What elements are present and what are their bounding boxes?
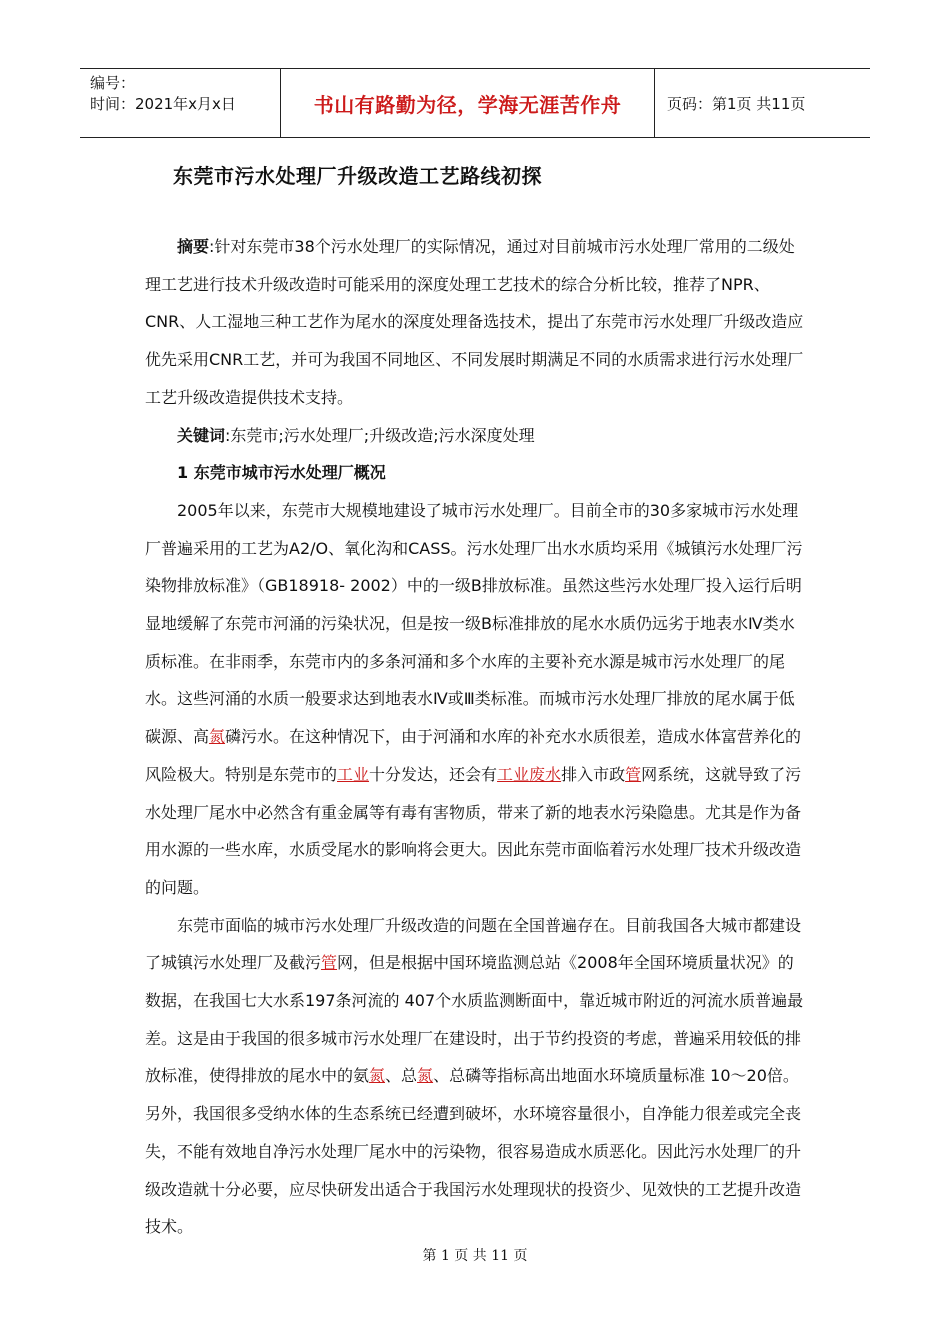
text-run: 磷污水。在这种情况下，由于河涌和水库的补充水水质很差，造成水体富营养化的风险极大。特别是东莞市的 xyxy=(145,727,802,784)
body-paragraph-1 xyxy=(145,492,805,907)
header-motto: 书山有路勤为径，学海无涯苦作舟 xyxy=(280,69,655,137)
document-title: 东莞市污水处理厂升级改造工艺路线初探 xyxy=(173,164,542,188)
abstract-paragraph xyxy=(145,228,805,417)
hyperlink-guan[interactable]: 管 xyxy=(321,953,338,973)
document-body xyxy=(145,228,805,1246)
text-run: 东莞市面临的城市污水处理厂升级改造的问题在全国普遍存在。目前我国各大城市都建设了城镇污水处理厂及截污 xyxy=(145,915,802,973)
page-header xyxy=(80,68,870,138)
keywords-label: 关键词 xyxy=(177,425,226,445)
text-run: 、总 xyxy=(385,1066,418,1086)
text-run: 十分发达，还会有 xyxy=(369,764,498,784)
text-run: 网系统，这就导致了污水处理厂尾水中必然含有重金属等有毒有害物质，带来了新的地表水污染隐患。尤其是作为备用水源的一些水库，水质受尾水的影响将会更大。因此东莞市面临着污水处理厂技术升级改造的问题。 xyxy=(145,764,802,897)
body-paragraph-2 xyxy=(145,907,805,1246)
abstract-label: 摘要 xyxy=(177,237,210,256)
header-page-info: 页码：第1页 共11页 xyxy=(667,94,806,113)
hyperlink-dan[interactable]: 氮 xyxy=(369,1066,386,1086)
hyperlink-dan[interactable]: 氮 xyxy=(209,727,226,747)
text-run: 2005年以来，东莞市大规模地建设了城市污水处理厂。目前全市的30多家城市污水处理厂普遍采用的工艺为A2/O、氧化沟和CASS。污水处理厂出水水质均采用《城镇污水处理厂污染物排放标准》（GB18918- 2002）中的一级B排放标准。虽然这些污水处理厂投入运行后明显地缓解了东莞市河涌的污染状况，但是按一级B标准排放的尾水水质仍远劣于地表水Ⅳ类水质标准。在非雨季，东莞市内的多条河涌和多个水库的主要补充水源是城市污水处理厂的尾水。这些河涌的水质一般要求达到地表水Ⅳ或Ⅲ类标准。而城市污水处理厂排放的尾水属于低碳源、高 xyxy=(145,500,803,747)
number-label: 编号： xyxy=(90,74,136,92)
hyperlink-gongye-feishui[interactable]: 工业废水 xyxy=(497,764,562,784)
time-label: 时间：2021年x月x日 xyxy=(90,95,236,113)
abstract-text: :针对东莞市38个污水处理厂的实际情况，通过对目前城市污水处理厂常用的二级处理工艺进行技术升级改造时可能采用的深度处理工艺技术的综合分析比较，推荐了NPR、CNR、人工湿地三种工艺作为尾水的深度处理备选技术，提出了东莞市污水处理厂升级改造应优先采用CNR工艺，并可为我国不同地区、不同发展时期满足不同的水质需求进行污水处理厂工艺升级改造提供技术支持。 xyxy=(145,237,804,407)
hyperlink-gongye[interactable]: 工业 xyxy=(337,764,370,784)
keywords-paragraph xyxy=(145,417,805,455)
section-heading: 1 东莞市城市污水处理厂概况 xyxy=(177,463,386,483)
text-run: 排入市政 xyxy=(561,764,626,784)
text-run: 、总磷等指标高出地面水环境质量标准 10～20倍。另外，我国很多受纳水体的生态系统已经遭到破坏，水环境容量很小，自净能力很差或完全丧失，不能有效地自净污水处理厂尾水中的污染物，很容易造成水质恶化。因此污水处理厂的升级改造就十分必要，应尽快研发出适合于我国污水处理现状的投资少、见效快的工艺提升改造技术。 xyxy=(145,1066,802,1237)
hyperlink-dan[interactable]: 氮 xyxy=(417,1066,434,1086)
page-footer: 第 1 页 共 11 页 xyxy=(422,1248,528,1264)
header-meta xyxy=(80,69,280,137)
hyperlink-guan[interactable]: 管 xyxy=(625,764,642,784)
text-run: 网，但是根据中国环境监测总站《2008年全国环境质量状况》的数据，在我国七大水系197条河流的 407个水质监测断面中，靠近城市附近的河流水质普遍最差。这是由于我国的很多城市污水处理厂在建设时，出于节约投资的考虑，普遍采用较低的排放标准，使得排放的尾水中的氨 xyxy=(145,953,804,1086)
keywords-text: :东莞市;污水处理厂;升级改造;污水深度处理 xyxy=(225,425,535,445)
